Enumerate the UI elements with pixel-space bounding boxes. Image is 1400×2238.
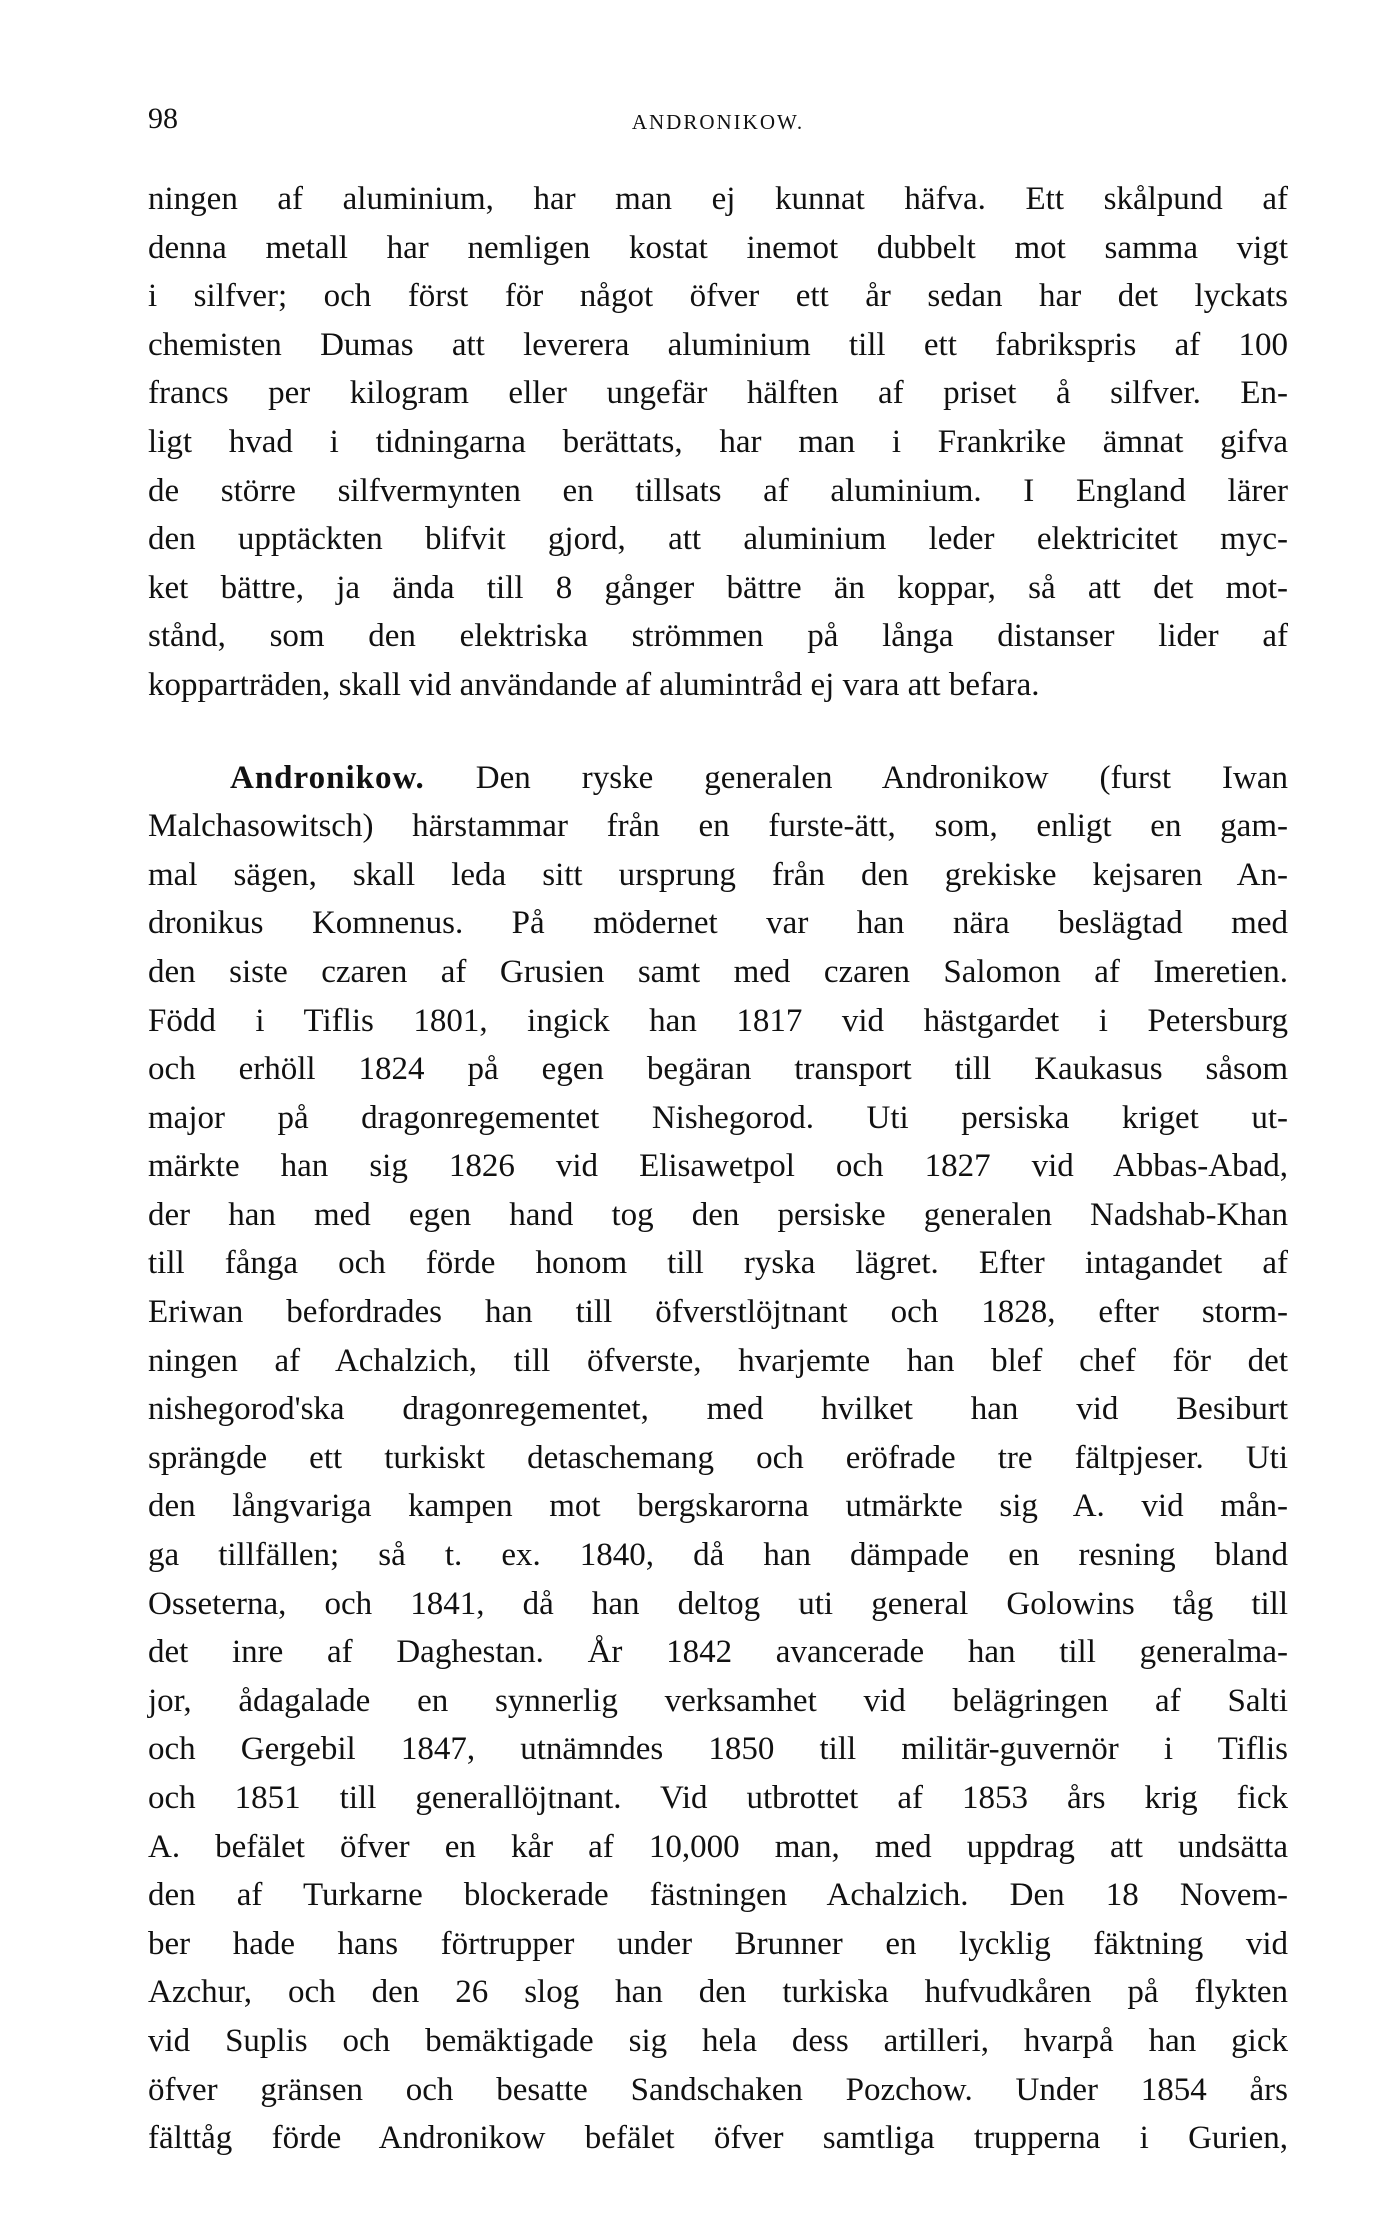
text-line: ningen af Achalzich, till öfverste, hvarjemte han blef chef för det — [148, 1342, 1288, 1379]
entry-first-line-text: Den ryske generalen Andronikow (furst Iwan — [475, 759, 1289, 796]
text-line: vid Suplis och bemäktigade sig hela dess artilleri, hvarpå han gick — [148, 2022, 1288, 2059]
page-number: 98 — [148, 102, 178, 135]
paragraph-andronikow — [148, 754, 1288, 2163]
text-line: den siste czaren af Grusien samt med czaren Salomon af Imeretien. — [148, 953, 1288, 990]
text-line: och erhöll 1824 på egen begäran transport till Kaukasus såsom — [148, 1051, 1288, 1088]
text-line: det inre af Daghestan. År 1842 avancerade han till generalma- — [148, 1634, 1288, 1671]
text-line: stånd, som den elektriska strömmen på långa distanser lider af — [148, 618, 1288, 655]
text-line: Azchur, och den 26 slog han den turkiska hufvudkåren på flykten — [148, 1974, 1288, 2011]
text-line: A. befälet öfver en kår af 10,000 man, med uppdrag att undsätta — [148, 1828, 1288, 1865]
text-line: Född i Tiflis 1801, ingick han 1817 vid hästgardet i Petersburg — [148, 1002, 1288, 1039]
text-line: jor, ådagalade en synnerlig verksamhet vid belägringen af Salti — [148, 1682, 1288, 1719]
text-line: ket bättre, ja ända till 8 gånger bättre än koppar, så att det mot- — [148, 569, 1288, 606]
text-line: nishegorod'ska dragonregementet, med hvilket han vid Besiburt — [148, 1391, 1288, 1428]
text-line: de större silfvermynten en tillsats af aluminium. I England lärer — [148, 472, 1288, 509]
text-line: sprängde ett turkiskt detaschemang och eröfrade tre fältpjeser. Uti — [148, 1439, 1288, 1476]
entry-first-line — [148, 754, 1288, 803]
body-text — [148, 175, 1288, 2163]
paragraph-aluminium — [148, 175, 1288, 710]
text-line: chemisten Dumas att leverera aluminium till ett fabrikspris af 100 — [148, 326, 1288, 363]
text-line: ga tillfällen; så t. ex. 1840, då han dämpade en resning bland — [148, 1537, 1288, 1574]
text-line: den upptäckten blifvit gjord, att aluminium leder elektricitet myc- — [148, 521, 1288, 558]
paragraph-gap — [148, 710, 1288, 754]
text-line: märkte han sig 1826 vid Elisawetpol och 1827 vid Abbas-Abad, — [148, 1148, 1288, 1185]
text-line: dronikus Komnenus. På mödernet var han nära beslägtad med — [148, 905, 1288, 942]
text-line: ligt hvad i tidningarna berättats, har man i Frankrike ämnat gifva — [148, 423, 1288, 460]
running-title: ANDRONIKOW. — [631, 110, 805, 134]
text-line: ningen af aluminium, har man ej kunnat häfva. Ett skålpund af — [148, 181, 1288, 217]
text-line: och 1851 till generallöjtnant. Vid utbrottet af 1853 års krig fick — [148, 1780, 1288, 1816]
text-line: den af Turkarne blockerade fästningen Achalzich. Den 18 Novem- — [148, 1877, 1288, 1914]
text-line: Osseterna, och 1841, då han deltog uti general Golowins tåg till — [148, 1585, 1288, 1622]
text-line: och Gergebil 1847, utnämndes 1850 till militär-guvernör i Tiflis — [148, 1731, 1288, 1768]
text-line: Eriwan befordrades han till öfverstlöjtnant och 1828, efter storm- — [148, 1294, 1288, 1331]
text-line: ber hade hans förtrupper under Brunner en lycklig fäktning vid — [148, 1925, 1288, 1962]
text-line: fälttåg förde Andronikow befälet öfver samtliga trupperna i Gurien, — [148, 2120, 1288, 2157]
text-line: i silfver; och först för något öfver ett år sedan har det lyckats — [148, 278, 1288, 315]
text-line: till fånga och förde honom till ryska lägret. Efter intagandet af — [148, 1245, 1288, 1282]
text-line: der han med egen hand tog den persiske generalen Nadshab-Khan — [148, 1196, 1288, 1233]
running-head — [148, 102, 1288, 142]
text-line: mal sägen, skall leda sitt ursprung från den grekiske kejsaren An- — [148, 856, 1288, 893]
text-line: den långvariga kampen mot bergskarorna utmärkte sig A. vid mån- — [148, 1488, 1288, 1525]
text-line: Malchasowitsch) härstammar från en furste-ätt, som, enligt en gam- — [148, 808, 1288, 845]
text-line: major på dragonregementet Nishegorod. Uti persiska kriget ut- — [148, 1099, 1288, 1136]
text-line: denna metall har nemligen kostat inemot dubbelt mot samma vigt — [148, 229, 1288, 266]
text-line: kopparträden, skall vid användande af alumintråd ej vara att befara. — [148, 666, 1040, 703]
text-line: francs per kilogram eller ungefär hälften af priset å silfver. En- — [148, 375, 1288, 412]
entry-term: Andronikow. — [230, 759, 425, 796]
text-line: öfver gränsen och besatte Sandschaken Pozchow. Under 1854 års — [148, 2071, 1288, 2108]
